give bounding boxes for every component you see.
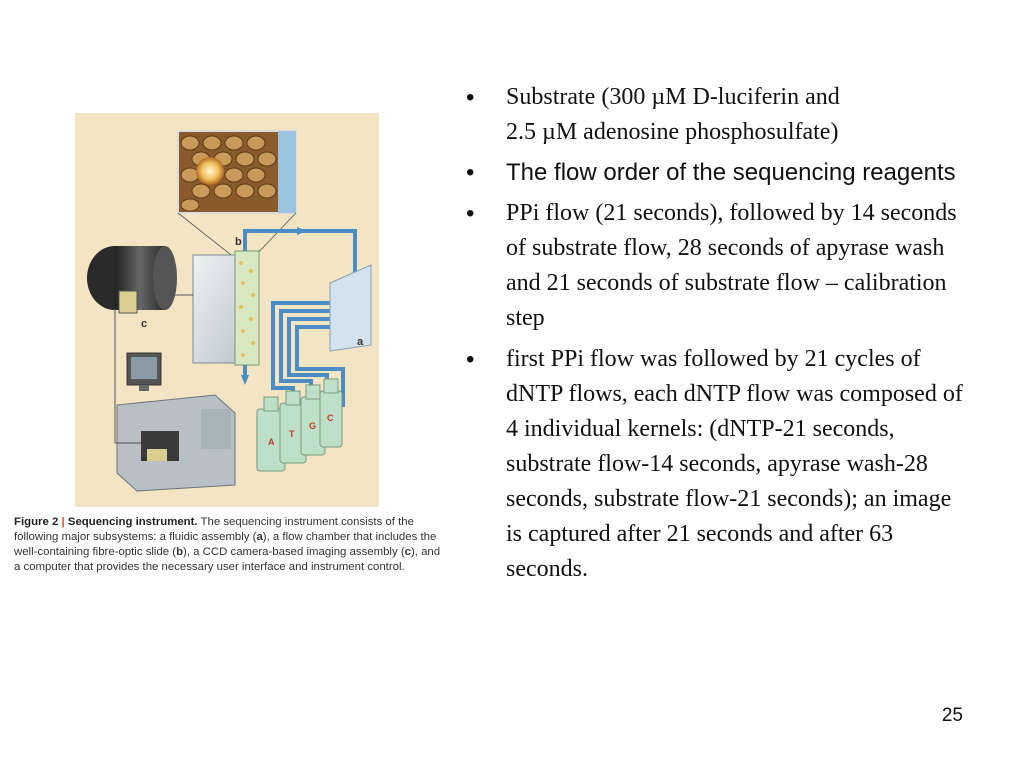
bullet-substrate-line1: • Substrate (300 µM D-luciferin and bbox=[506, 84, 840, 110]
bottle-letter-c: C bbox=[327, 413, 334, 423]
caption-text-2: ), a flow chamber that includes the well-containing fibre-optic slide ( bbox=[14, 531, 437, 558]
bullet-ppi-flow bbox=[466, 196, 966, 336]
bottle-letter-t: T bbox=[289, 429, 295, 439]
fluidic-assembly bbox=[330, 265, 371, 351]
computer bbox=[117, 353, 235, 491]
caption-heading: Sequencing instrument. bbox=[67, 516, 198, 528]
ccd-camera bbox=[87, 246, 177, 313]
bullet-list bbox=[466, 80, 966, 593]
instrument-diagram bbox=[75, 113, 379, 507]
reagent-bottles bbox=[257, 379, 342, 471]
bottle-letter-a: A bbox=[268, 437, 275, 447]
bullet-flow-order-text: The flow order of the sequencing reagents bbox=[506, 159, 956, 186]
sequencing-instrument-figure bbox=[75, 113, 379, 507]
caption-separator: | bbox=[61, 516, 65, 528]
bullet-ppi-flow-text: PPi flow (21 seconds), followed by 14 seconds of substrate flow, 28 seconds of apyrase wash and 21 seconds of substrate flow – calibration step bbox=[506, 200, 957, 331]
label-b: b bbox=[235, 236, 242, 248]
wells-inset bbox=[178, 131, 296, 213]
bullet-substrate-line2: 2.5 µM adenosine phosphosulfate) bbox=[506, 119, 839, 145]
bullet-dntp-cycles-text: first PPi flow was followed by 21 cycles of dNTP flows, each dNTP flow was composed of 4 individual kernels: (dNTP-21 seconds, substrate flow-14 seconds, apyrase wash-28 seconds, substrate flow-21 seconds); an image is captured after 21 seconds and after 63 seconds. bbox=[506, 346, 963, 582]
bullet-substrate bbox=[466, 80, 966, 150]
caption-text-3: ), a CCD camera-based imaging assembly ( bbox=[183, 546, 405, 558]
label-c: c bbox=[141, 318, 148, 330]
caption-ref-b: b bbox=[176, 546, 184, 558]
bullet-flow-order bbox=[466, 156, 966, 190]
caption-text-4: ), and a computer that provides the necessary user interface and instrument control. bbox=[14, 546, 441, 573]
bottle-letter-g: G bbox=[309, 421, 317, 431]
bullet-dntp-cycles bbox=[466, 342, 966, 587]
label-a: a bbox=[357, 336, 364, 348]
figure-caption bbox=[14, 515, 444, 575]
caption-ref-a: a bbox=[256, 531, 263, 543]
caption-title: Figure 2 bbox=[14, 516, 59, 528]
flow-chamber bbox=[193, 251, 259, 365]
page-number: 25 bbox=[941, 705, 963, 726]
caption-text-1: The sequencing instrument consists of the following major subsystems: a fluidic assembly ( bbox=[14, 516, 414, 543]
caption-ref-c: c bbox=[404, 546, 411, 558]
